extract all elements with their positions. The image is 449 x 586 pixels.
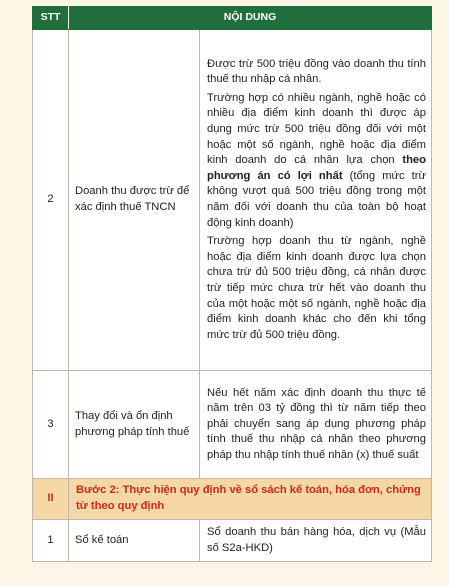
- row-2-paragraph-2-end: (tổng mức trừ không vượt quá 500 triệu đồng trong một năm đối với doanh thu của toàn bộ hoạt động kinh doanh): [207, 169, 426, 229]
- row-3-topic: Thay đổi và ổn định phương pháp tính thuế: [69, 371, 200, 479]
- section-ii-title: Bước 2: Thực hiện quy định về sổ sách kế toán, hóa đơn, chứng từ theo quy định: [69, 479, 432, 520]
- row-2-paragraph-3: Trường hợp doanh thu từ ngành, nghề hoặc địa điểm kinh doanh được lựa chọn chưa trừ đủ 500 triệu đồng, cá nhân được trừ tiếp mức chưa trừ hết vào doanh thu của một hoặc một số ngành, nghề hoặc địa điểm kinh doanh khác cho đến khi tổng mức trừ đủ 500 triệu đồng.: [207, 235, 426, 341]
- header-stt: STT: [33, 7, 69, 30]
- tax-guide-table: [32, 6, 432, 562]
- row-2-topic: Doanh thu được trừ để xác định thuế TNCN: [69, 30, 200, 371]
- row-1-content: Sổ doanh thu bán hàng hóa, dịch vụ (Mẫu số S2a-HKD): [200, 520, 432, 562]
- table-header-row: [33, 7, 432, 30]
- row-3-stt: 3: [33, 371, 69, 479]
- header-content: NỘI DUNG: [69, 7, 432, 30]
- row-2-paragraph-2-start: Trường hợp có nhiều ngành, nghề hoặc có nhiều địa điểm kinh doanh thì được áp dụng mức trừ 500 triệu đồng đối với một hoặc một số ngành, nghề hoặc địa điểm kinh doanh do cá nhân lựa chọn: [207, 91, 426, 167]
- table-row: [33, 520, 432, 562]
- row-1-topic: Sổ kế toán: [69, 520, 200, 562]
- section-ii-number: II: [33, 479, 69, 520]
- row-2-stt: 2: [33, 30, 69, 371]
- row-2-paragraph-2: [207, 91, 426, 231]
- section-row: [33, 479, 432, 520]
- table-row: [33, 30, 432, 371]
- page: [32, 6, 431, 562]
- row-2-paragraph-1: Được trừ 500 triệu đồng vào doanh thu tính thuế thu nhập cá nhân.: [207, 57, 426, 86]
- row-2-content: [200, 30, 432, 371]
- row-2-highlight: theo phương án có lợi nhất: [207, 154, 426, 182]
- row-1-stt: 1: [33, 520, 69, 562]
- table-row: [33, 371, 432, 479]
- row-3-content: Nếu hết năm xác định doanh thu thực tế năm trên 03 tỷ đồng thì từ năm tiếp theo phải chuyển sang áp dụng phương pháp tính thuế thu nhập cá nhân theo phương pháp thu nhập tính thuế nhân (x) thuế suất: [200, 371, 432, 479]
